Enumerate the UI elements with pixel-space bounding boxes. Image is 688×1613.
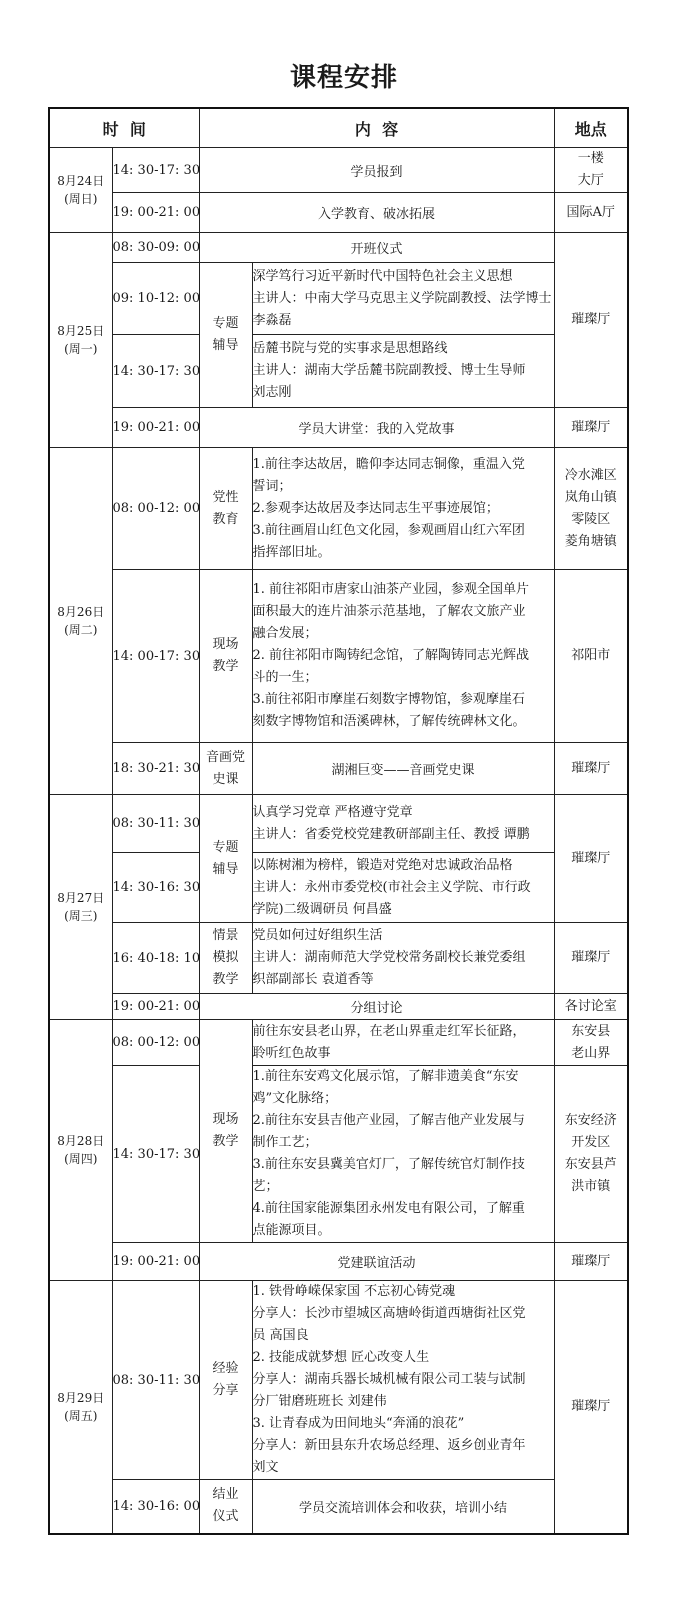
content-line: 分享人：长沙市望城区高塘岭街道西塘街社区党 [252,1306,526,1321]
category-line: 情景 [212,928,239,943]
location-line: 一楼 [577,151,604,166]
weekday-label: (周二) [64,623,98,637]
location-cell: 国际A厅 [554,193,628,233]
content-line: 主讲人：永州市委党校(市社会主义学院、市行政 [252,879,531,895]
content-line: 2. 技能成就梦想 匠心改变人生 [252,1350,430,1365]
table-row [49,335,628,408]
time-cell: 08: 00-12: 00 [112,448,199,570]
table-row [49,1243,628,1281]
table-row [49,233,628,263]
content-line: 主讲人：湖南师范大学党校常务副校长兼党委组 [252,950,526,965]
content-line: 刻数字博物馆和浯溪碑林，了解传统碑林文化。 [252,714,526,729]
header-location: 地点 [554,108,628,148]
table-row [49,853,628,923]
header-content: 内 容 [199,108,554,148]
category-line: 分享 [212,1383,239,1398]
location-cell: 各讨论室 [554,994,628,1020]
table-row [49,1480,628,1534]
location-line: 老山界 [571,1045,611,1061]
content-line: 分厂钳磨班班长 刘建伟 [252,1394,387,1409]
content-line: 融合发展； [252,626,318,641]
content-line: 1. 前往祁阳市唐家山油茶产业园，参观全国单片 [252,582,530,597]
content-line: 深学笃行习近平新时代中国特色社会主义思想 [252,268,513,284]
time-cell: 19: 00-21: 00 [112,408,199,448]
category-line: 专题 [212,839,239,855]
category-line: 辅导 [212,338,239,353]
time-cell: 14: 00-17: 30 [112,570,199,743]
weekday-label: (周四) [64,1152,98,1166]
location-cell: 璀璨厅 [554,1243,628,1281]
weekday-label: (周五) [64,1408,98,1423]
date-label: 8月26日 [57,605,105,619]
content-cell [252,795,554,853]
weekday-label: (周三) [64,909,98,923]
content-line: 面积最大的连片油茶示范基地，了解农文旅产业 [252,604,526,619]
table-row [49,570,628,743]
table-row [49,193,628,233]
table-row [49,148,628,193]
content-cell [252,923,554,994]
content-cell [252,853,554,923]
table-row [49,448,628,570]
location-cell: 璀璨厅 [554,408,628,448]
category-line: 结业 [212,1487,239,1503]
content-line: 以陈树湘为榜样，锻造对党绝对忠诚政治品格 [252,857,513,873]
location-line: 菱角塘镇 [564,533,617,549]
location-line: 东安县 [571,1023,611,1039]
content-line: 聆听红色故事 [252,1045,331,1061]
category-line: 模拟 [212,950,239,965]
content-line: 主讲人：省委党校党建教研部副主任、教授 谭鹏 [252,826,530,842]
location-line: 岚角山镇 [564,489,617,505]
time-cell: 18: 30-21: 30 [112,743,199,795]
category-line: 教学 [212,1134,239,1149]
category-line: 党性 [212,489,239,505]
table-row [49,1020,628,1066]
location-cell: 璀璨厅 [554,1281,628,1534]
content-cell: 分组讨论 [199,994,554,1020]
content-cell [252,335,554,408]
content-line: 制作工艺； [252,1135,318,1150]
content-line: 3.前往东安县冀美官灯厂，了解传统官灯制作技 [252,1157,525,1172]
content-line: 前往东安县老山界，在老山界重走红军长征路， [252,1023,526,1039]
content-line: 学院)二级调研员 何昌盛 [252,901,392,917]
content-line: 员 高国良 [252,1328,309,1343]
content-line: 艺； [252,1179,279,1194]
location-line: 开发区 [571,1135,611,1150]
time-cell: 09: 10-12: 00 [112,263,199,335]
content-line: 党员如何过好组织生活 [252,928,383,943]
content-line: 2.参观李达故居及李达同志生平事迹展馆； [252,500,499,516]
category-line: 教育 [212,511,239,527]
table-row [49,408,628,448]
content-line: 鸡”文化脉络； [252,1091,338,1106]
content-line: 指挥部旧址。 [252,544,331,560]
category-cell [199,1020,252,1243]
category-cell [199,448,252,570]
header-row [49,108,628,148]
location-cell: 璀璨厅 [554,743,628,795]
location-line: 冷水滩区 [564,467,617,483]
content-line: 主讲人：中南大学马克思主义学院副教授、法学博士 [252,290,552,306]
content-line: 1. 铁骨峥嵘保家国 不忘初心铸党魂 [252,1284,456,1299]
content-line: 织部副部长 袁道香等 [252,972,374,987]
date-label: 8月28日 [57,1134,105,1148]
content-cell [252,263,554,335]
location-cell [554,148,628,193]
time-cell: 08: 00-12: 00 [112,1020,199,1066]
content-line: 主讲人：湖南大学岳麓书院副教授、博士生导师 [252,363,526,378]
content-cell [252,1020,554,1066]
weekday-label: (周日) [64,192,98,206]
time-cell: 08: 30-09: 00 [112,233,199,263]
category-line: 教学 [212,972,239,987]
time-cell: 14: 30-17: 30 [112,1066,199,1243]
category-line: 专题 [212,316,239,331]
content-line: 2. 前往祁阳市陶铸纪念馆，了解陶铸同志光辉战 [252,648,530,663]
content-line: 李淼磊 [252,312,292,328]
time-cell: 19: 00-21: 00 [112,1243,199,1281]
category-cell [199,1480,252,1534]
content-line: 2.前往东安县吉他产业园，了解吉他产业发展与 [252,1113,525,1128]
date-label: 8月27日 [57,891,105,905]
content-line: 3. 让青春成为田间地头“奔涌的浪花” [252,1416,465,1431]
content-line: 3.前往画眉山红色文化园，参观画眉山红六军团 [252,522,525,538]
date-cell [49,233,112,448]
content-line: 刘文 [252,1460,279,1475]
category-line: 辅导 [212,861,239,877]
location-line: 东安经济 [564,1113,617,1128]
location-cell [554,1020,628,1066]
location-cell [554,1066,628,1243]
date-cell [49,448,112,795]
table-row [49,923,628,994]
schedule-table [48,107,629,1535]
location-line: 大厅 [577,173,604,188]
category-line: 史课 [212,771,239,787]
content-cell [252,448,554,570]
content-line: 4.前往国家能源集团永州发电有限公司，了解重 [252,1201,525,1216]
table-row [49,1066,628,1243]
content-cell: 入学教育、破冰拓展 [199,193,554,233]
date-cell [49,1281,112,1534]
table-row [49,1281,628,1480]
content-line: 誓词； [252,478,292,494]
time-cell: 16: 40-18: 10 [112,923,199,994]
category-line: 现场 [212,637,239,652]
content-line: 分享人：新田县东升农场总经理、返乡创业青年 [252,1438,526,1453]
content-line: 分享人：湖南兵器长城机械有限公司工装与试制 [252,1372,526,1387]
location-cell: 祁阳市 [554,570,628,743]
time-cell: 19: 00-21: 00 [112,994,199,1020]
content-cell [252,1281,554,1480]
date-cell [49,148,112,233]
table-row [49,263,628,335]
content-line: 1.前往东安鸡文化展示馆，了解非遗美食“东安 [252,1069,519,1084]
content-line: 斗的一生； [252,670,318,685]
content-line: 点能源项目。 [252,1223,331,1238]
content-line: 岳麓书院与党的实事求是思想路线 [252,341,448,356]
time-cell: 14: 30-17: 30 [112,335,199,408]
date-label: 8月29日 [57,1390,105,1405]
date-cell [49,1020,112,1281]
category-line: 音画党 [205,749,245,765]
header-time: 时 间 [49,108,199,148]
time-cell: 08: 30-11: 30 [112,1281,199,1480]
content-line: 刘志刚 [252,385,292,400]
category-line: 教学 [212,659,239,674]
category-cell [199,263,252,408]
location-cell: 璀璨厅 [554,795,628,923]
location-cell: 璀璨厅 [554,923,628,994]
time-cell: 14: 30-17: 30 [112,148,199,193]
location-cell: 璀璨厅 [554,233,628,408]
category-cell [199,795,252,923]
location-line: 零陵区 [571,511,611,527]
location-cell [554,448,628,570]
category-line: 经验 [212,1361,239,1376]
content-line: 认真学习党章 严格遵守党章 [252,804,413,820]
date-label: 8月25日 [57,324,105,338]
content-line: 1.前往李达故居，瞻仰李达同志铜像，重温入党 [252,456,525,472]
category-cell [199,570,252,743]
date-label: 8月24日 [57,174,105,188]
content-cell: 开班仪式 [199,233,554,263]
location-line: 东安县芦 [564,1157,617,1172]
category-cell [199,1281,252,1480]
content-cell: 学员大讲堂：我的入党故事 [199,408,554,448]
content-cell: 学员报到 [199,148,554,193]
content-cell [252,570,554,743]
table-row [49,795,628,853]
location-line: 洪市镇 [571,1179,611,1194]
category-cell [199,743,252,795]
time-cell: 19: 00-21: 00 [112,193,199,233]
table-row [49,743,628,795]
content-cell: 湖湘巨变——音画党史课 [252,743,554,795]
content-line: 3.前往祁阳市摩崖石刻数字博物馆，参观摩崖石 [252,692,525,707]
category-line: 仪式 [212,1509,239,1525]
table-row [49,994,628,1020]
time-cell: 14: 30-16: 30 [112,853,199,923]
category-cell [199,923,252,994]
time-cell: 08: 30-11: 30 [112,795,199,853]
page-title: 课程安排 [289,63,398,93]
content-cell: 学员交流培训体会和收获，培训小结 [252,1480,554,1534]
content-cell [252,1066,554,1243]
time-cell: 14: 30-16: 00 [112,1480,199,1534]
date-cell [49,795,112,1020]
content-cell: 党建联谊活动 [199,1243,554,1281]
weekday-label: (周一) [64,342,98,356]
category-line: 现场 [212,1112,239,1127]
